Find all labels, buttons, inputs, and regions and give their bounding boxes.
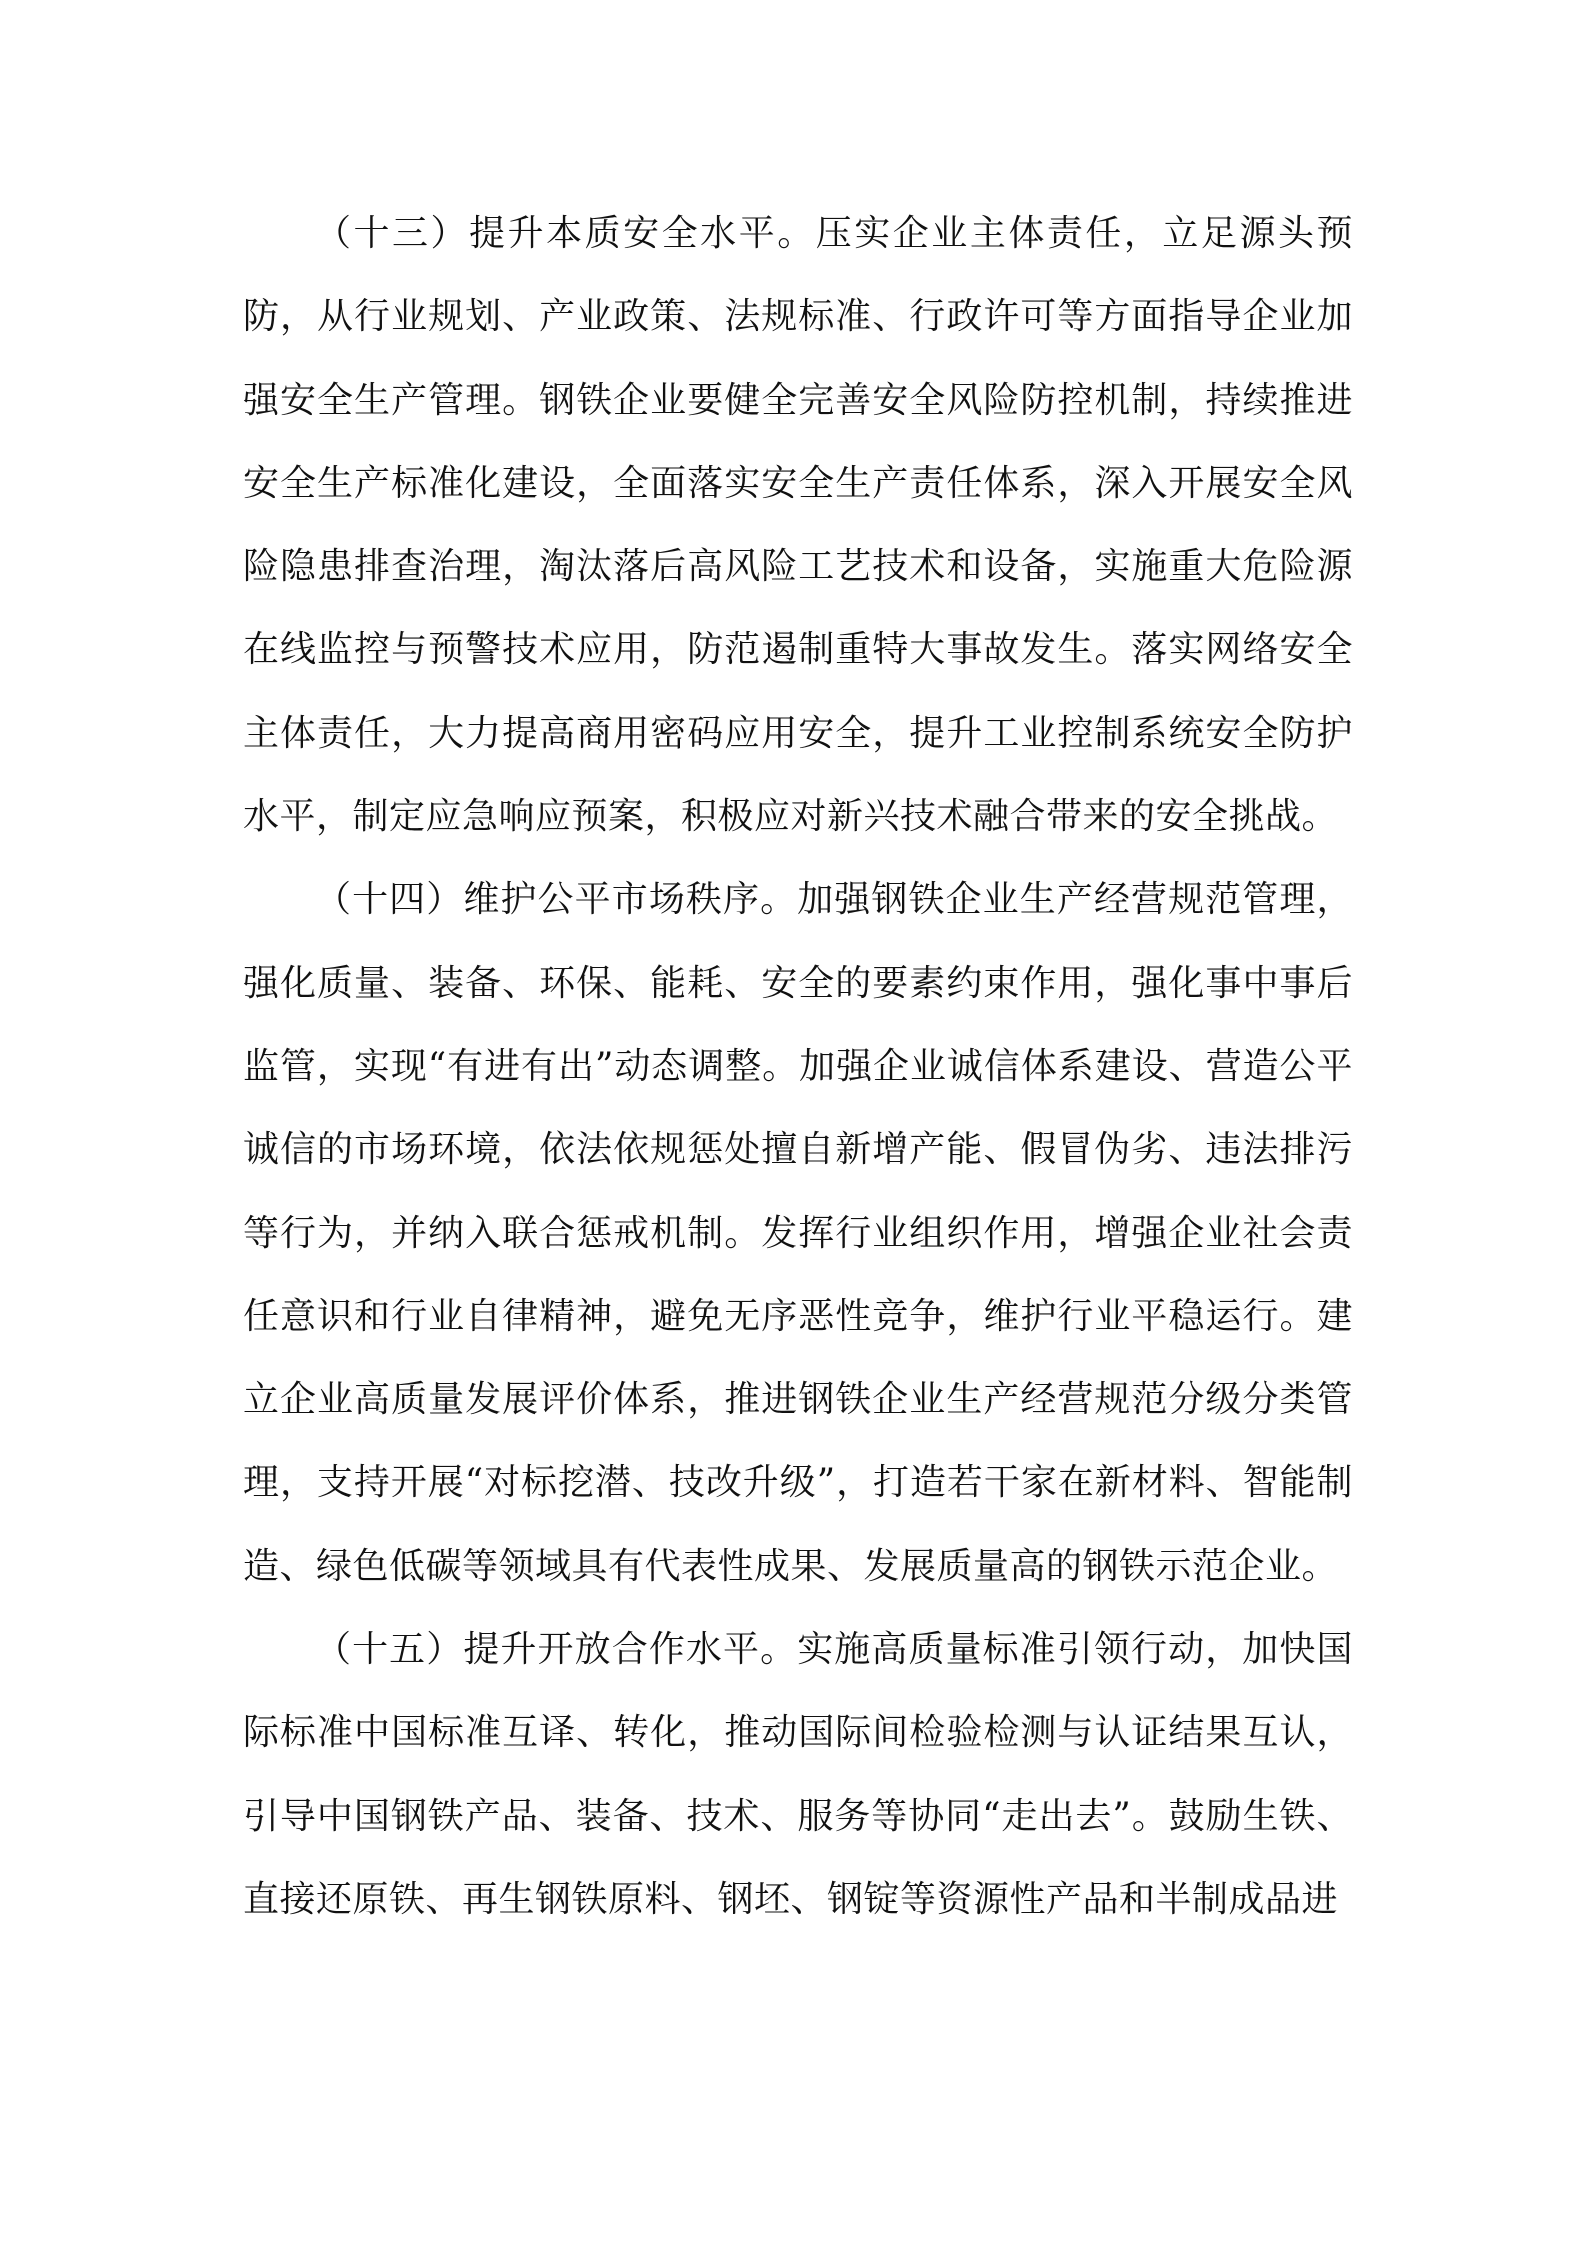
paragraph-fourteen: （十四）维护公平市场秩序。加强钢铁企业生产经营规范管理，强化质量、装备、环保、能耗、安全的要素约束作用，强化事中事后监管，实现“有进有出”动态调整。加强企业诚信体系建设、营造公平诚信的市场环境，依法依规惩处擅自新增产能、假冒伪劣、违法排污等行为，并纳入联合惩戒机制。发挥行业组织作用，增强企业社会责任意识和行业自律精神，避免无序恶性竞争，维护行业平稳运行。建立企业高质量发展评价体系，推进钢铁企业生产经营规范分级分类管理，支持开展“对标挖潜、技改升级”，打造若干家在新材料、智能制造、绿色低碳等领域具有代表性成果、发展质量高的钢铁示范企业。 (243, 879, 1353, 1587)
paragraph-thirteen: （十三）提升本质安全水平。压实企业主体责任，立足源头预防，从行业规划、产业政策、法规标准、行政许可等方面指导企业加强安全生产管理。钢铁企业要健全完善安全风险防控机制，持续推进安全生产标准化建设，全面落实安全生产责任体系，深入开展安全风险隐患排查治理，淘汰落后高风险工艺技术和设备，实施重大危险源在线监控与预警技术应用，防范遏制重特大事故发生。落实网络安全主体责任，大力提高商用密码应用安全，提升工业控制系统安全防护水平，制定应急响应预案，积极应对新兴技术融合带来的安全挑战。 (243, 213, 1353, 838)
paragraph-fifteen: （十五）提升开放合作水平。实施高质量标准引领行动，加快国际标准中国标准互译、转化，推动国际间检验检测与认证结果互认，引导中国钢铁产品、装备、技术、服务等协同“走出去”。鼓励生铁、直接还原铁、再生钢铁原料、钢坯、钢锭等资源性产品和半制成品进 (243, 1629, 1353, 1920)
document-body (243, 192, 1353, 1941)
